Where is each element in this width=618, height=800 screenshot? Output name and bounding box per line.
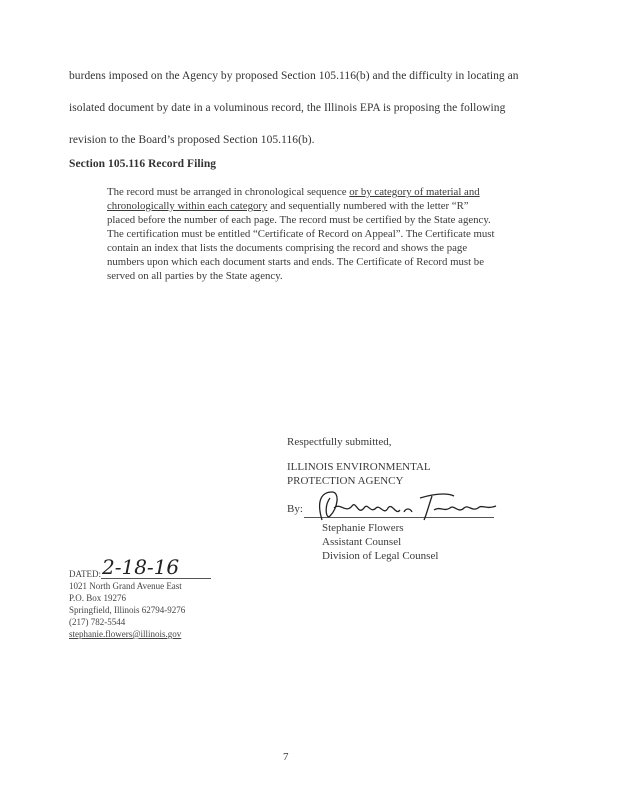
rule-line-2-text: and sequentially numbered with the letter “R” xyxy=(267,200,469,212)
rule-line-2 xyxy=(107,200,469,212)
signer-division: Division of Legal Counsel xyxy=(322,550,439,562)
agency-line-2: PROTECTION AGENCY xyxy=(287,475,404,487)
rule-line-1 xyxy=(107,186,480,198)
email-link[interactable]: stephanie.flowers@illinois.gov xyxy=(69,629,182,639)
section-heading: Section 105.116 Record Filing xyxy=(69,158,217,170)
handwritten-date: 2-18-16 xyxy=(102,555,180,579)
address-line-2: P.O. Box 19276 xyxy=(69,593,127,603)
phone-line: (217) 782-5544 xyxy=(69,617,126,627)
rule-line-4: The certification must be entitled “Certificate of Record on Appeal”. The Certificate must xyxy=(107,228,495,240)
rule-line-5: contain an index that lists the documents comprising the record and shows the page xyxy=(107,242,468,254)
dated-label: DATED: xyxy=(69,569,101,579)
rule-insertion-1: or by category of material and xyxy=(349,186,480,198)
rule-line-1-text: The record must be arranged in chronological sequence xyxy=(107,186,350,198)
body-line-3: revision to the Board’s proposed Section 105.116(b). xyxy=(69,134,315,146)
address-line-1: 1021 North Grand Avenue East xyxy=(69,581,182,591)
rule-line-7: served on all parties by the State agency. xyxy=(107,270,283,282)
body-line-1: burdens imposed on the Agency by proposed Section 105.116(b) and the difficulty in locating an xyxy=(69,70,519,82)
body-line-2: isolated document by date in a voluminous record, the Illinois EPA is proposing the following xyxy=(69,102,506,114)
date-line xyxy=(101,578,211,579)
rule-line-6: numbers upon which each document starts and ends. The Certificate of Record must be xyxy=(107,256,484,268)
signer-name: Stephanie Flowers xyxy=(322,522,404,534)
address-line-3: Springfield, Illinois 62794-9276 xyxy=(69,605,186,615)
closing-line: Respectfully submitted, xyxy=(287,436,392,448)
by-label: By: xyxy=(287,503,303,515)
rule-line-3: placed before the number of each page. The record must be certified by the State agency. xyxy=(107,214,491,226)
rule-insertion-2: chronologically within each category xyxy=(107,200,268,212)
page-number: 7 xyxy=(283,751,289,763)
signer-title: Assistant Counsel xyxy=(322,536,402,548)
agency-line-1: ILLINOIS ENVIRONMENTAL xyxy=(287,461,431,473)
